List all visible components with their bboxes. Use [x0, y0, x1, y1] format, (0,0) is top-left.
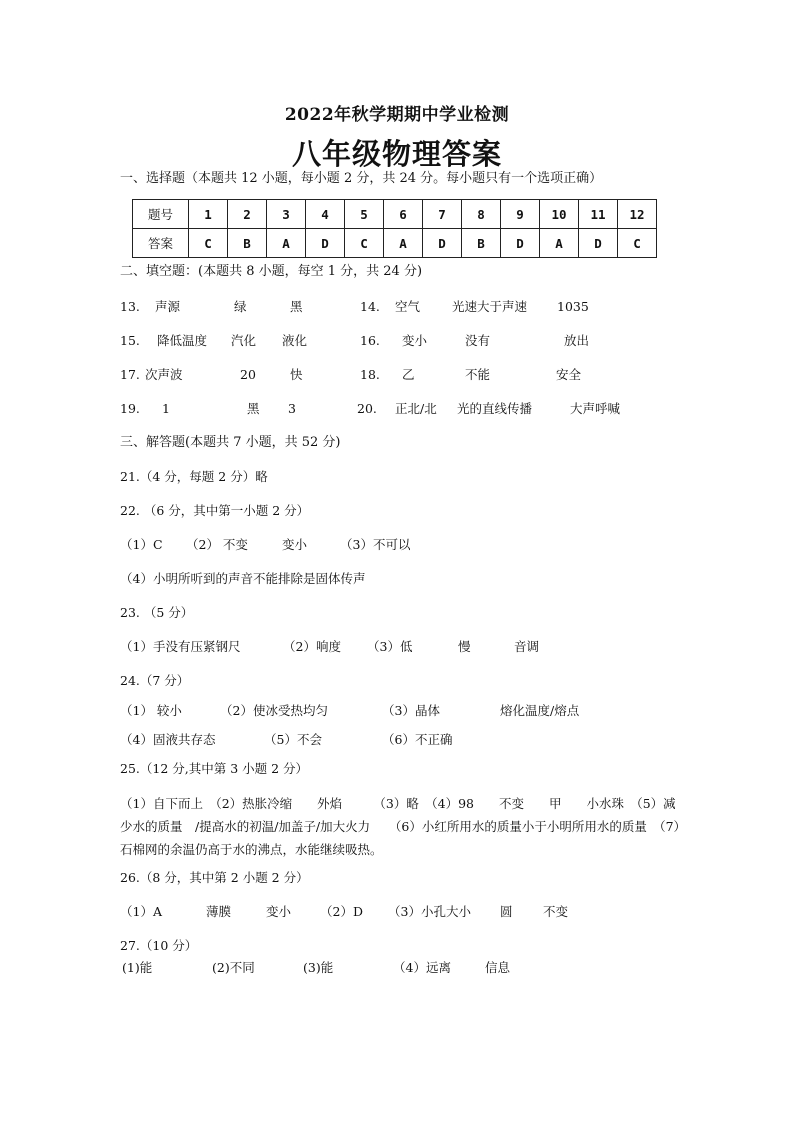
fill-item: 正北/北	[395, 401, 437, 416]
fill-item: 黑	[247, 401, 260, 416]
fill-item: 快	[290, 367, 303, 382]
fill-item: 降低温度	[157, 333, 208, 348]
fill-item: 光的直线传播	[457, 401, 533, 416]
section1-heading: 一、选择题（本题共 12 小题，每小题 2 分，共 24 分。每小题只有一个选项正确）	[120, 171, 603, 186]
q23-part: 音调	[514, 639, 540, 654]
q23-part: （2）响度	[283, 639, 341, 654]
q24-part: （1） 较小	[120, 703, 182, 718]
q27-part: (1)能	[122, 960, 153, 975]
q22-part: （2） 不变	[186, 537, 248, 552]
fill-item: 20	[240, 367, 256, 382]
fill-item: 乙	[402, 367, 415, 382]
q27-part: （4）远离	[393, 960, 451, 975]
table-cell: 3	[267, 200, 306, 229]
q24-part: （2）使冰受热均匀	[220, 703, 328, 718]
q24-head: 24.（7 分）	[120, 673, 190, 688]
table-cell: 10	[540, 200, 579, 229]
fill-item: 放出	[564, 333, 590, 348]
table-row-answers	[133, 229, 657, 258]
q26-part: （1）A	[120, 904, 162, 919]
row-label-number: 题号	[133, 200, 189, 229]
table-cell: 6	[384, 200, 423, 229]
fill-item: 1035	[557, 299, 589, 314]
q21-answer: 21.（4 分，每题 2 分）略	[120, 469, 268, 484]
q25-answer	[120, 792, 680, 861]
section2-heading: 二、填空题：(本题共 8 小题，每空 1 分，共 24 分)	[120, 264, 423, 279]
fill-item: 液化	[282, 333, 308, 348]
q26-part: 薄膜	[206, 904, 232, 919]
fill-item: 14.	[360, 299, 380, 314]
answer-sheet-title: 八年级物理答案	[291, 137, 502, 171]
table-cell: D	[306, 229, 345, 258]
table-cell: C	[189, 229, 228, 258]
table-cell: 11	[579, 200, 618, 229]
q27-part: (3)能	[303, 960, 334, 975]
fill-item: 18.	[360, 367, 380, 382]
q23-part: （1）手没有压紧钢尺	[120, 639, 241, 654]
fill-item: 安全	[556, 367, 582, 382]
exam-title: 2022年秋学期期中学业检测	[284, 105, 510, 125]
table-cell: A	[540, 229, 579, 258]
table-cell: 4	[306, 200, 345, 229]
fill-item: 没有	[465, 333, 491, 348]
fill-item: 空气	[395, 299, 421, 314]
table-cell: C	[345, 229, 384, 258]
table-cell: 1	[189, 200, 228, 229]
q22-head: 22. （6 分，其中第一小题 2 分）	[120, 503, 310, 518]
q23-part: 慢	[458, 639, 471, 654]
table-cell: C	[618, 229, 657, 258]
fill-item: 绿	[234, 299, 247, 314]
fill-item: 光速大于声速	[452, 299, 528, 314]
q22-part: 变小	[282, 537, 308, 552]
table-row-numbers	[133, 200, 657, 229]
q23-head: 23. （5 分）	[120, 605, 194, 620]
table-cell: 2	[228, 200, 267, 229]
q26-part: （3）小孔大小	[388, 904, 471, 919]
q26-part: （2）D	[320, 904, 363, 919]
fill-item: 20.	[357, 401, 377, 416]
q23-part: （3）低	[367, 639, 413, 654]
q22-part: （1）C	[120, 537, 163, 552]
table-cell: D	[423, 229, 462, 258]
fill-item: 声源	[155, 299, 181, 314]
fill-item: 15.	[120, 333, 140, 348]
table-cell: D	[501, 229, 540, 258]
table-cell: 7	[423, 200, 462, 229]
fill-item: 大声呼喊	[570, 401, 621, 416]
choice-answer-table	[132, 199, 657, 258]
table-cell: D	[579, 229, 618, 258]
table-cell: 8	[462, 200, 501, 229]
table-cell: 12	[618, 200, 657, 229]
q22-part: （3）不可以	[340, 537, 411, 552]
fill-item: 汽化	[231, 333, 257, 348]
fill-item: 黑	[290, 299, 303, 314]
table-cell: A	[267, 229, 306, 258]
fill-item: 不能	[465, 367, 491, 382]
q27-head: 27.（10 分）	[120, 938, 198, 953]
q26-part: 圆	[500, 904, 513, 919]
q22-part: （4）小明所听到的声音不能排除是固体传声	[120, 571, 366, 586]
q24-part: （6）不正确	[382, 732, 453, 747]
table-cell: B	[462, 229, 501, 258]
fill-item: 变小	[402, 333, 428, 348]
fill-item: 1	[162, 401, 170, 416]
q27-part: (2)不同	[212, 960, 255, 975]
table-cell: A	[384, 229, 423, 258]
row-label-answer: 答案	[133, 229, 189, 258]
q26-part: 变小	[266, 904, 292, 919]
q26-head: 26.（8 分，其中第 2 小题 2 分）	[120, 870, 309, 885]
q25-answer-text: （1）自下而上 （2）热胀冷缩 外焰 （3）略 （4）98 不变 甲 小水珠 （5）减少水的质量 /提高水的初温/加盖子/加大火力 （6）小红所用水的质量小于小明所用水的质量 （7）石棉网的余温仍高于水的沸点，水能继续吸热。	[120, 796, 680, 857]
fill-item: 16.	[360, 333, 380, 348]
table-cell: B	[228, 229, 267, 258]
q26-part: 不变	[543, 904, 569, 919]
table-cell: 9	[501, 200, 540, 229]
section3-heading: 三、解答题(本题共 7 小题，共 52 分)	[120, 435, 341, 450]
fill-item: 3	[288, 401, 296, 416]
fill-item: 19.	[120, 401, 140, 416]
table-cell: 5	[345, 200, 384, 229]
q24-part: 熔化温度/熔点	[500, 703, 580, 718]
fill-item: 17.	[120, 367, 140, 382]
fill-item: 次声波	[145, 367, 183, 382]
q25-head: 25.（12 分,其中第 3 小题 2 分）	[120, 761, 309, 776]
q24-part: （4）固液共存态	[120, 732, 216, 747]
fill-item: 13.	[120, 299, 140, 314]
q24-part: （3）晶体	[382, 703, 440, 718]
q24-part: （5）不会	[264, 732, 322, 747]
q27-part: 信息	[485, 960, 511, 975]
